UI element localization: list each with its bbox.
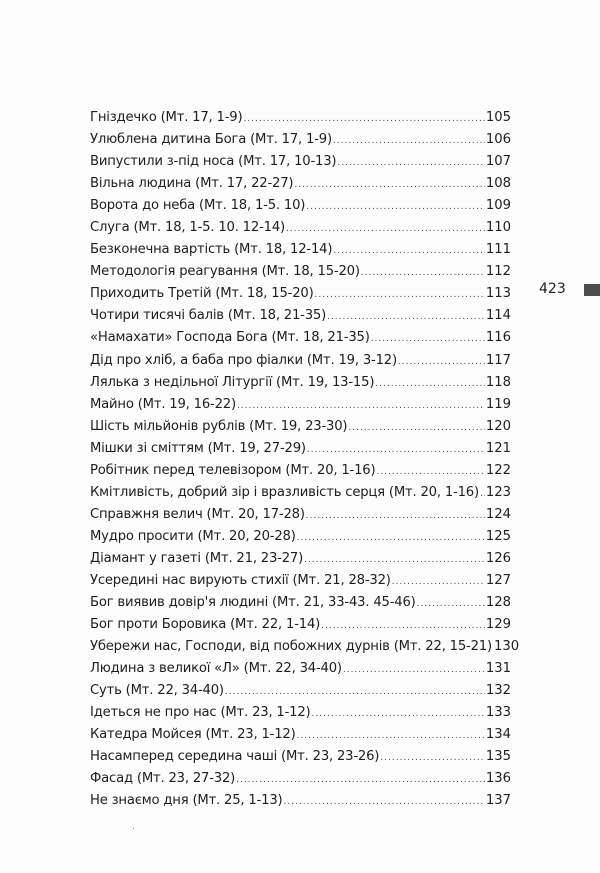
toc-entry — [90, 702, 511, 724]
toc-entry — [90, 107, 511, 129]
dot-leader — [297, 725, 485, 747]
toc-entry — [90, 526, 511, 548]
toc-entry-title: Катедра Мойсея (Мт. 23, 1-12) — [90, 727, 296, 743]
toc-entry-title: Методологія реагування (Мт. 18, 15-20) — [90, 264, 360, 280]
toc-entry — [90, 195, 511, 217]
toc-entry — [90, 504, 511, 526]
toc-entry-page: 133 — [485, 705, 511, 721]
dot-leader — [236, 769, 485, 791]
toc-entry-title: «Намахати» Господа Бога (Мт. 18, 21-35) — [90, 330, 370, 346]
dot-leader — [417, 593, 485, 615]
toc-entry-page: 136 — [485, 771, 511, 787]
dot-leader — [283, 791, 484, 813]
toc-entry — [90, 372, 511, 394]
toc-entry — [90, 173, 511, 195]
toc-entry-title: Робітник перед телевізором (Мт. 20, 1-16) — [90, 462, 376, 478]
toc-entry-page: 127 — [485, 572, 511, 588]
toc-entry — [90, 482, 511, 504]
toc-entry-page: 123 — [485, 484, 511, 500]
toc-entry — [90, 261, 511, 283]
page-number: 423 — [539, 281, 566, 297]
toc-entry-title: Кмітливість, добрий зір і вразливість серця (Мт. 20, 1-16) — [90, 484, 479, 500]
toc-entry-page: 126 — [485, 550, 511, 566]
toc-entry-title: Фасад (Мт. 23, 27-32) — [90, 771, 236, 787]
dot-leader — [297, 527, 485, 549]
toc-entry-title: Приходить Третій (Мт. 18, 15-20) — [90, 286, 314, 302]
toc-entry-page: 107 — [485, 154, 511, 170]
toc-entry-page: 125 — [485, 528, 511, 544]
toc-entry — [90, 217, 511, 239]
toc-entry — [90, 416, 511, 438]
toc-entry — [90, 327, 511, 349]
toc-entry-page: 118 — [485, 374, 511, 390]
dot-leader — [376, 461, 484, 483]
dot-leader — [243, 108, 484, 130]
toc-entry-page: 117 — [485, 352, 511, 368]
toc-entry-title: Суть (Мт. 22, 34-40) — [90, 683, 224, 699]
toc-entry — [90, 592, 511, 614]
toc-entry — [90, 129, 511, 151]
toc-entry-title: Майно (Мт. 19, 16-22) — [90, 396, 236, 412]
toc-entry-page: 113 — [485, 286, 511, 302]
dot-leader — [321, 615, 485, 637]
toc-entry — [90, 350, 511, 372]
toc-entry-title: Людина з великої «Л» (Мт. 22, 34-40) — [90, 661, 342, 677]
dot-leader — [327, 306, 485, 328]
toc-entry-page: 121 — [485, 440, 511, 456]
toc-entry — [90, 724, 511, 746]
toc-entry-title: Улюблена дитина Бога (Мт. 17, 1-9) — [90, 132, 332, 148]
toc-entry — [90, 570, 511, 592]
dot-leader — [312, 703, 485, 725]
toc-entry-page: 122 — [485, 462, 511, 478]
toc-entry-title: Бог виявив довір'я людині (Мт. 21, 33-43. 45-46) — [90, 595, 416, 611]
thumb-index-mark — [584, 284, 600, 296]
toc-entry-title: Бог проти Боровика (Мт. 22, 1-14) — [90, 617, 321, 633]
dot-leader — [361, 262, 485, 284]
toc-entry-title: Випустили з-під носа (Мт. 17, 10-13) — [90, 154, 337, 170]
dot-leader — [306, 505, 485, 527]
toc-entry-page: 114 — [485, 308, 511, 324]
toc-entry-title: Гніздечко (Мт. 17, 1-9) — [90, 110, 243, 125]
toc-entry — [90, 283, 511, 305]
toc-entry-page: 105 — [485, 110, 511, 125]
dot-leader — [343, 659, 485, 681]
toc-entry-title: Справжня велич (Мт. 20, 17-28) — [90, 506, 305, 522]
toc-entry-page: 137 — [485, 793, 511, 809]
toc-entry-page: 110 — [485, 220, 511, 236]
toc-entry-title: Убережи нас, Господи, від побожних дурнів (Мт. 22, 15-21) — [90, 639, 492, 655]
toc-entry-title: Вільна людина (Мт. 17, 22-27) — [90, 176, 294, 192]
toc-entry — [90, 460, 511, 482]
toc-entry-title: Насамперед середина чаші (Мт. 23, 23-26) — [90, 749, 380, 765]
toc-entry-title: Ідеться не про нас (Мт. 23, 1-12) — [90, 705, 311, 721]
toc-entry-title: Усередині нас вирують стихії (Мт. 21, 28-32) — [90, 572, 391, 588]
toc-entry-page: 132 — [485, 683, 511, 699]
toc-entry-page: 129 — [485, 617, 511, 633]
toc-entry-page: 112 — [485, 264, 511, 280]
dot-leader — [392, 571, 485, 593]
toc-entry — [90, 394, 511, 416]
toc-entry — [90, 768, 511, 790]
toc-entry — [90, 614, 511, 636]
print-speck — [133, 828, 134, 829]
toc-entry-title: Діамант у газеті (Мт. 21, 23-27) — [90, 550, 304, 566]
toc-entry-page: 131 — [485, 661, 511, 677]
toc-entry-page: 124 — [485, 506, 511, 522]
toc-entry — [90, 151, 511, 173]
table-of-contents — [90, 107, 520, 813]
dot-leader — [307, 439, 485, 461]
toc-entry — [90, 305, 511, 327]
toc-entry-page: 119 — [485, 396, 511, 412]
toc-entry-page: 134 — [485, 727, 511, 743]
toc-entry-page: 106 — [485, 132, 511, 148]
dot-leader — [398, 351, 485, 373]
toc-entry-title: Не знаємо дня (Мт. 25, 1-13) — [90, 793, 283, 809]
toc-entry-title: Мудро просити (Мт. 20, 20-28) — [90, 528, 296, 544]
toc-entry — [90, 746, 511, 768]
toc-entry-title: Слуга (Мт. 18, 1-5. 10. 12-14) — [90, 220, 285, 236]
dot-leader — [380, 747, 485, 769]
toc-entry-title: Ворота до неба (Мт. 18, 1-5. 10) — [90, 198, 306, 214]
dot-leader — [337, 152, 484, 174]
toc-entry-page: 116 — [485, 330, 511, 346]
dot-leader — [348, 417, 484, 439]
toc-entry-title: Мішки зі сміттям (Мт. 19, 27-29) — [90, 440, 306, 456]
dot-leader — [237, 395, 485, 417]
toc-entry-page: 111 — [485, 242, 511, 258]
toc-entry — [90, 239, 511, 261]
dot-leader — [371, 328, 485, 350]
toc-entry-page: 108 — [485, 176, 511, 192]
dot-leader — [333, 130, 485, 152]
dot-leader — [286, 218, 485, 240]
toc-entry-page: 109 — [485, 198, 511, 214]
toc-entry-page: 130 — [493, 639, 520, 655]
dot-leader — [480, 483, 485, 505]
toc-entry — [90, 438, 511, 460]
dot-leader — [304, 549, 485, 571]
toc-entry-page: 120 — [485, 418, 511, 434]
toc-entry-title: Безконечна вартість (Мт. 18, 12-14) — [90, 242, 333, 258]
dot-leader — [225, 681, 485, 703]
toc-entry-page: 128 — [485, 595, 511, 611]
toc-entry-title: Шість мільйонів рублів (Мт. 19, 23-30) — [90, 418, 348, 434]
toc-entry — [90, 790, 511, 812]
dot-leader — [306, 196, 485, 218]
dot-leader — [375, 373, 485, 395]
toc-entry — [90, 680, 511, 702]
toc-entry-title: Чотири тисячі балів (Мт. 18, 21-35) — [90, 308, 327, 324]
toc-entry-title: Лялька з недільної Літургії (Мт. 19, 13-15) — [90, 374, 375, 390]
toc-entry — [90, 636, 520, 658]
toc-entry-title: Дід про хліб, а баба про фіалки (Мт. 19, 3-12) — [90, 352, 397, 368]
dot-leader — [294, 174, 484, 196]
toc-entry — [90, 658, 511, 680]
toc-entry-page: 135 — [485, 749, 511, 765]
dot-leader — [333, 240, 485, 262]
toc-entry — [90, 548, 511, 570]
dot-leader — [315, 284, 485, 306]
